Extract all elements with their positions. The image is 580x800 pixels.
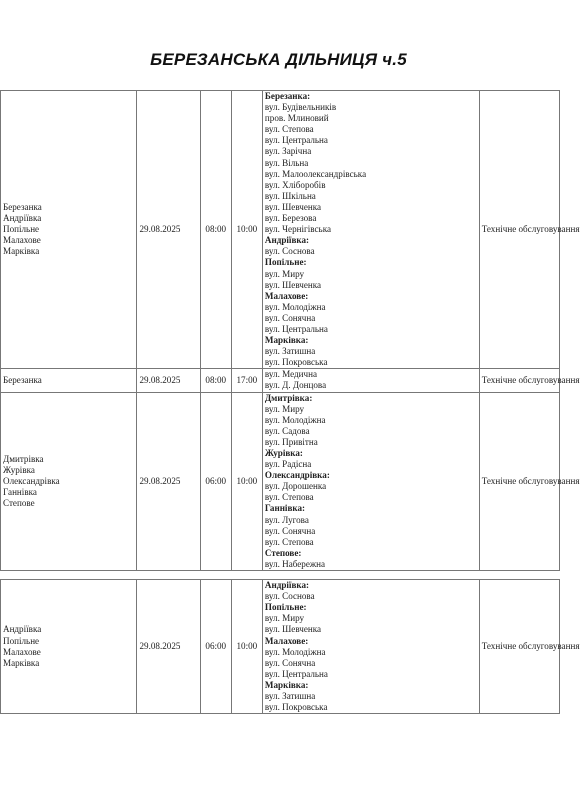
street-name: вул. Зарічна: [264, 146, 312, 157]
streets-cell: [262, 369, 479, 392]
village-name: Березанка: [3, 374, 42, 385]
village-heading: Андріївка:: [264, 235, 310, 246]
start-time-cell: 08:00: [200, 91, 231, 369]
table-row: [1, 580, 560, 714]
village-name: Березанка: [3, 201, 42, 212]
street-name: вул. Миру: [264, 268, 305, 279]
reason-cell: Технічне обслуговування: [479, 91, 559, 369]
street-name: вул. Вільна: [264, 157, 309, 168]
table-row: [1, 392, 560, 571]
table-row: [1, 91, 560, 369]
street-name: вул. Д. Донцова: [264, 380, 327, 391]
date-cell: 29.08.2025: [137, 580, 200, 714]
date-cell: 29.08.2025: [137, 392, 200, 571]
street-name: вул. Дорошенка: [264, 481, 327, 492]
street-name: вул. Соснова: [264, 246, 315, 257]
street-name: вул. Степова: [264, 536, 314, 547]
street-name: вул. Шевченка: [264, 279, 322, 290]
street-name: вул. Покровська: [264, 702, 328, 713]
villages-cell: [1, 392, 137, 571]
village-heading: Андріївка:: [264, 580, 310, 591]
street-name: вул. Шкільна: [264, 190, 316, 201]
village-name: Марківка: [3, 657, 40, 668]
streets-cell: [262, 392, 479, 571]
village-name: Журівка: [3, 464, 35, 475]
village-heading: Степове:: [264, 547, 302, 558]
street-name: вул. Шевченка: [264, 201, 322, 212]
village-heading: Ганнівка:: [264, 503, 306, 514]
street-name: вул. Сонячна: [264, 657, 316, 668]
village-heading: Марківка:: [264, 679, 309, 690]
end-time-cell: 17:00: [231, 369, 262, 392]
street-name: пров. Млиновий: [264, 113, 329, 124]
village-name: Малахове: [3, 646, 41, 657]
street-name: вул. Миру: [264, 403, 305, 414]
gap-cell: [1, 571, 560, 580]
village-heading: Попільне:: [264, 257, 307, 268]
village-name: Малахове: [3, 235, 41, 246]
street-name: вул. Центральна: [264, 135, 328, 146]
street-name: вул. Березова: [264, 213, 317, 224]
start-time-cell: 08:00: [200, 369, 231, 392]
end-time-cell: 10:00: [231, 392, 262, 571]
villages-cell: [1, 580, 137, 714]
village-heading: Дмитрівка:: [264, 392, 313, 403]
village-heading: Малахове:: [264, 290, 309, 301]
page-title: БЕРЕЗАНСЬКА ДІЛЬНИЦЯ ч.5: [150, 50, 407, 69]
street-name: вул. Соснова: [264, 591, 315, 602]
village-name: Ганнівка: [3, 486, 37, 497]
reason-cell: Технічне обслуговування: [479, 369, 559, 392]
street-name: вул. Степова: [264, 492, 314, 503]
villages-cell: [1, 369, 137, 392]
end-time-cell: 10:00: [231, 580, 262, 714]
street-name: вул. Затишна: [264, 346, 316, 357]
page-break-gap: [1, 571, 560, 580]
street-name: вул. Молодіжна: [264, 414, 326, 425]
outage-schedule-table: [0, 90, 580, 714]
street-name: вул. Хліборобів: [264, 179, 326, 190]
street-name: вул. Миру: [264, 613, 305, 624]
village-name: Олександрівка: [3, 475, 60, 486]
village-heading: Журівка:: [264, 448, 303, 458]
street-name: вул. Центральна: [264, 668, 328, 679]
street-name: вул. Шевченка: [264, 624, 322, 635]
street-name: вул. Центральна: [264, 323, 328, 334]
village-name: Степове: [3, 497, 35, 508]
street-name: вул. Чернігівська: [264, 224, 332, 235]
village-name: Попільне: [3, 635, 40, 646]
street-name: вул. Радісна: [264, 459, 312, 470]
street-name: вул. Набережна: [264, 558, 326, 569]
village-name: Дмитрівка: [3, 453, 44, 464]
streets-cell: [262, 91, 479, 369]
village-name: Андріївка: [3, 624, 42, 635]
street-name: вул. Медична: [264, 369, 317, 380]
start-time-cell: 06:00: [200, 392, 231, 571]
reason-cell: Технічне обслуговування: [479, 392, 559, 571]
villages-cell: [1, 91, 137, 369]
street-name: вул. Сонячна: [264, 525, 316, 536]
street-name: вул. Сонячна: [264, 312, 316, 323]
village-heading: Березанка:: [264, 91, 311, 101]
start-time-cell: 06:00: [200, 580, 231, 714]
date-cell: 29.08.2025: [137, 91, 200, 369]
street-name: вул. Затишна: [264, 690, 316, 701]
date-cell: 29.08.2025: [137, 369, 200, 392]
street-name: вул. Садова: [264, 425, 310, 436]
schedule-body: [1, 91, 580, 714]
street-name: вул. Лугова: [264, 514, 309, 525]
village-heading: Марківка:: [264, 335, 309, 346]
village-name: Марківка: [3, 246, 40, 257]
village-heading: Олександрівка:: [264, 470, 330, 481]
street-name: вул. Степова: [264, 124, 314, 135]
streets-cell: [262, 580, 479, 714]
village-name: Андріївка: [3, 213, 42, 224]
street-name: вул. Молодіжна: [264, 301, 326, 312]
table-row: [1, 369, 560, 392]
street-name: вул. Покровська: [264, 357, 328, 368]
reason-cell: Технічне обслуговування: [479, 580, 559, 714]
street-name: вул. Молодіжна: [264, 646, 326, 657]
village-heading: Малахове:: [264, 635, 309, 646]
end-time-cell: 10:00: [231, 91, 262, 369]
village-heading: Попільне:: [264, 602, 307, 613]
street-name: вул. Будівельників: [264, 102, 337, 113]
village-name: Попільне: [3, 224, 40, 235]
street-name: вул. Привітна: [264, 436, 318, 447]
street-name: вул. Малоолександрівська: [264, 168, 367, 179]
